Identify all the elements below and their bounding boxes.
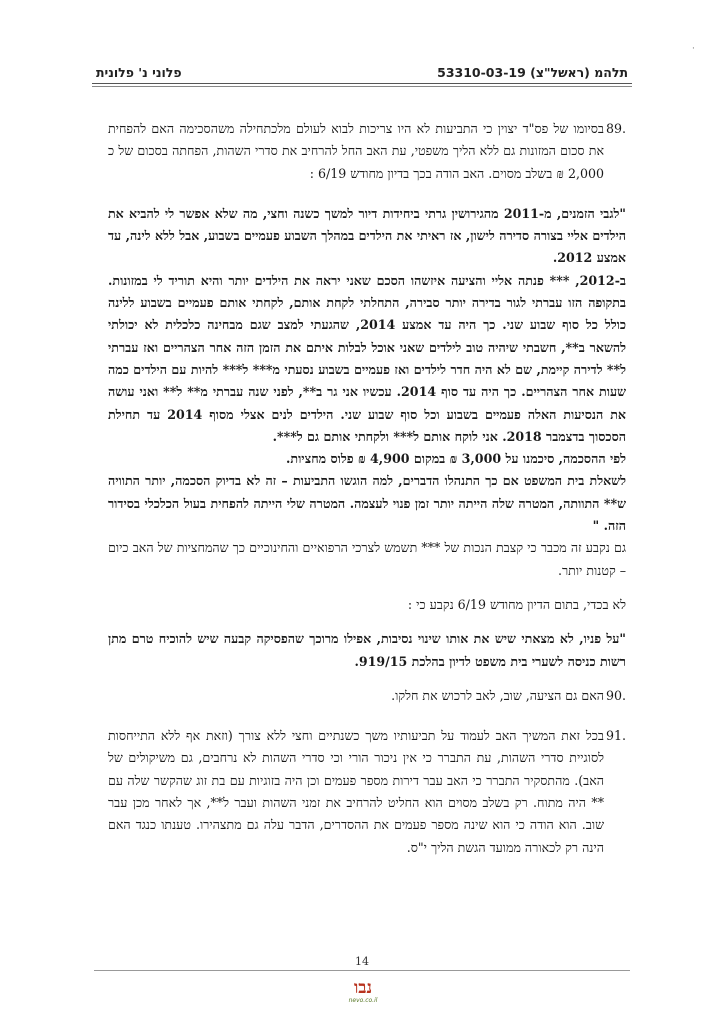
document-body [108,118,626,859]
header-parties: פלוני נ' פלונית [96,65,182,80]
ruling-intro: לא בכדי, בתום הדיון מחודש 6/19 נקבע כי : [407,596,626,612]
nevo-logo [338,975,388,1005]
quote-paragraph: ב-2012, *** פנתה אליי והציעה איזשהו הסכם שאני יראה את הילדים יותר והיא תוריד לי במזונות. בתקופה הזו עברתי לגור בדירה יותר סבירה, התחלתי לקחת אותם, לקחתי אותם פעמיים בשבוע ללינה כולל כל סוף שבוע שני. כך היה עד אמצע 2014, שהגעתי למצב שגם מבחינה כלכלית לא יכולתי להשאר ב**, חשבתי שיהיה טוב לילדים שאני אוכל לבלות איתם את הזמן הזה אחר הצהריים ואז עברתי ל** לדירה קיימת, שם לא היה חדר לילדים ואז פעמיים בשבוע נסעתי מ*** ל*** להיות עם הילדים כמה שעות אחר הצהריים. כך היה עד סוף 2014. עכשיו אני גר ב**, לפני שנה עברתי מ** ל** ואני עושה את הנסיעות האלה פעמיים בשבוע וכל סוף שבוע שני. הילדים לנים אצלי מסוף 2014 עד תחילת הסכסוך בדצמבר 2018. אני לוקח אותם ל*** ולקחתי אותם גם ל***. [108,272,627,444]
scan-mark: · [692,44,695,54]
footer-divider [94,970,630,971]
paragraph-number: .89 [605,121,626,136]
paragraph-text: האם גם הציעה, שוב, לאב לרכוש את חלקו. [391,687,604,703]
logo-subtext: nevo.co.il [348,997,378,1004]
header-divider-secondary [92,86,632,87]
testimony-quote [108,203,626,537]
paragraph-91 [108,725,626,859]
header-divider [92,83,632,84]
page-number: 14 [355,955,369,968]
header-case-number: תלהמ (ראשל"צ) 53310-03-19 [437,65,628,80]
paragraph-number: .90 [605,687,626,703]
paragraph-text: בסיומו של פס"ד יצוין כי התביעות לא היו צריכות לבוא לעולם מלכתחילה משהסכימה האם להפחית את סכום המזונות גם ללא הליך משפטי, עת האב החל להרחיב את סדרי השהות, הפחתה בסכום של כ 2,000 ₪ בשלב מסוים. האב הודה בכך בדיון מחודש 6/19 : [108,121,604,181]
paragraph-number: .91 [605,728,626,744]
logo-text: נבו [353,978,373,998]
quote-paragraph: לשאלת בית המשפט אם כך התנהלו הדברים, למה הוגשו התביעות – זה לא בדיוק הסכמה, יותר התוויה ש** התוותה, המטרה שלה הייתה יותר זמן פנוי לעצמה. המטרה שלי הייתה להפחית בעול הכלכלי בסידור הזה. " [108,473,626,534]
post-quote-text: גם נקבע זה מכבר כי קצבת הנכות של *** תשמש לצרכי הרפואיים והחינוכיים כך שהמחציות של האב כיום – קטנות יותר. [108,540,626,578]
paragraph-90 [108,685,626,707]
quote-paragraph: לפי ההסכמה, סיכמנו על 3,000 ₪ במקום 4,900 ₪ פלוס מחציות. [286,451,626,467]
paragraph-text: בכל זאת המשיך האב לעמוד על תביעותיו משך כשנתיים וחצי ללא צורך (וזאת אף ללא התייחסות לסוגיית סדרי השהות, עת התברר כי אין ניכור הורי וכי סדרי השהות לא נרחבים, גם משיקולים של האב). מהתסקיר התברר כי האב עבר דירות מספר פעמים וכן היה בזוגיות עם בת זוג שהקשר שלה עם ** היה מתוח. רק בשלב מסוים הוא החליט להרחיב את זמני השהות ועבר ל**, אך לאחר מכן עבר שוב. הוא הודה כי הוא שינה מספר פעמים את ההסדרים, הדבר עלה גם מתצהירו. טענתו כנגד האם הינה רק לכאורה ממועד הגשת הליך י"ס. [108,728,604,855]
ruling-quote: "על פניו, לא מצאתי שיש את אותו שינוי נסיבות, אפילו מרוכך שהפסיקה קבעה שיש להוכיח טרם מתן רשות כניסה לשערי בית משפט לדיון בהלכת 919/15. [108,631,626,669]
quote-paragraph: "לגבי הזמנים, מ-2011 מהגירושין גרתי ביחידות דיור למשך כשנה וחצי, מה שלא אפשר לי להביא את הילדים אליי בצורה סדירה לישון, אז ראיתי את הילדים במהלך השבוע פעמיים בשבוע, אבל ללא לינה, עד אמצע 2012. [108,205,626,266]
page-header [96,58,628,80]
paragraph-89 [108,118,626,185]
